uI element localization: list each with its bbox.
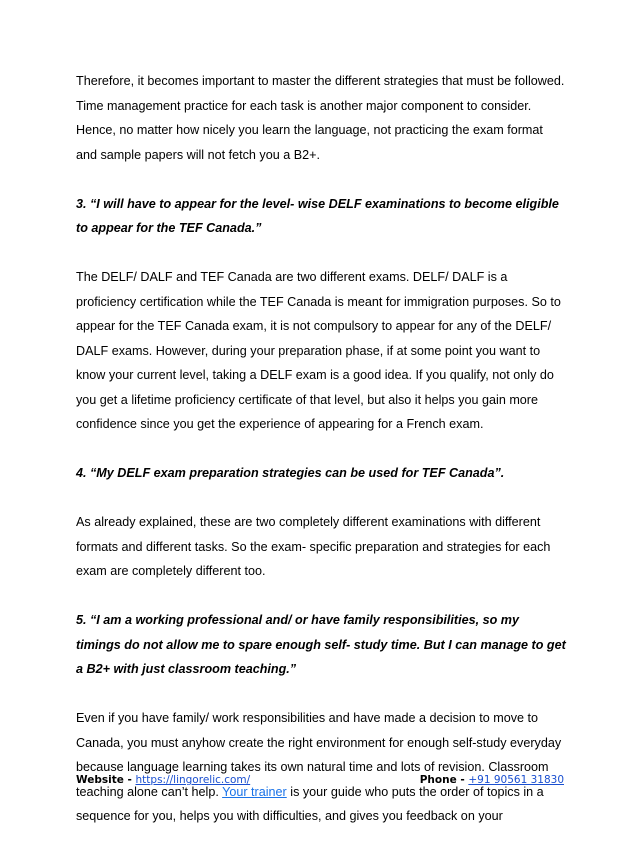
website-label: Website - xyxy=(76,774,136,786)
paragraph-self-study-text-before: Even if you have family/ work responsibilities and have made a decision to move to Canada, you must anyhow create the right environment for enough self-study everyday because language learning takes its own natural time and lots of revision. Classroom teaching alone can’t help. xyxy=(76,711,562,799)
paragraph-different-exams: As already explained, these are two completely different examinations with different formats and different tasks. So the exam- specific preparation and strategies for each exam are completely different too. xyxy=(76,515,551,578)
website-link[interactable]: https://lingorelic.com/ xyxy=(135,774,251,786)
paragraph-self-study xyxy=(76,706,566,829)
footer-website xyxy=(76,773,250,787)
heading-myth-4: 4. “My DELF exam preparation strategies can be used for TEF Canada”. xyxy=(76,466,505,480)
paragraph-strategies: Therefore, it becomes important to master the different strategies that must be followed. Time management practice for each task is another major component to consider. Hence, no matter how nicely you learn the language, not practicing the exam format and sample papers will not fetch you a B2+. xyxy=(76,74,565,162)
heading-myth-3: 3. “I will have to appear for the level- wise DELF examinations to become eligible to appear for the TEF Canada.” xyxy=(76,196,559,235)
heading-myth-5: 5. “I am a working professional and/ or have family responsibilities, so my timings do not allow me to spare enough self- study time. But I can manage to get a B2+ with just classroom teaching.” xyxy=(76,613,566,676)
phone-label: Phone - xyxy=(419,774,469,786)
paragraph-delf-vs-tef: The DELF/ DALF and TEF Canada are two different exams. DELF/ DALF is a proficiency certification while the TEF Canada is meant for immigration purposes. So to appear for the TEF Canada exam, it is not compulsory to appear for any of the DELF/ DALF exams. However, during your preparation phase, if at some point you want to know your current level, taking a DELF exam is a good idea. If you qualify, not only do you get a lifetime proficiency certificate of that level, but also it helps you gain more confidence since you get the experience of appearing for a French exam. xyxy=(76,270,561,431)
phone-link[interactable]: +91 90561 31830 xyxy=(468,774,564,786)
footer-phone xyxy=(420,773,564,787)
paragraph-self-study-text-after: is your guide who puts the order of topics in a sequence for you, helps you with difficulties, and gives you feedback on your xyxy=(76,784,544,823)
your-trainer-link[interactable]: Your trainer xyxy=(222,784,287,799)
document-body xyxy=(76,69,566,853)
page-footer xyxy=(76,773,564,787)
